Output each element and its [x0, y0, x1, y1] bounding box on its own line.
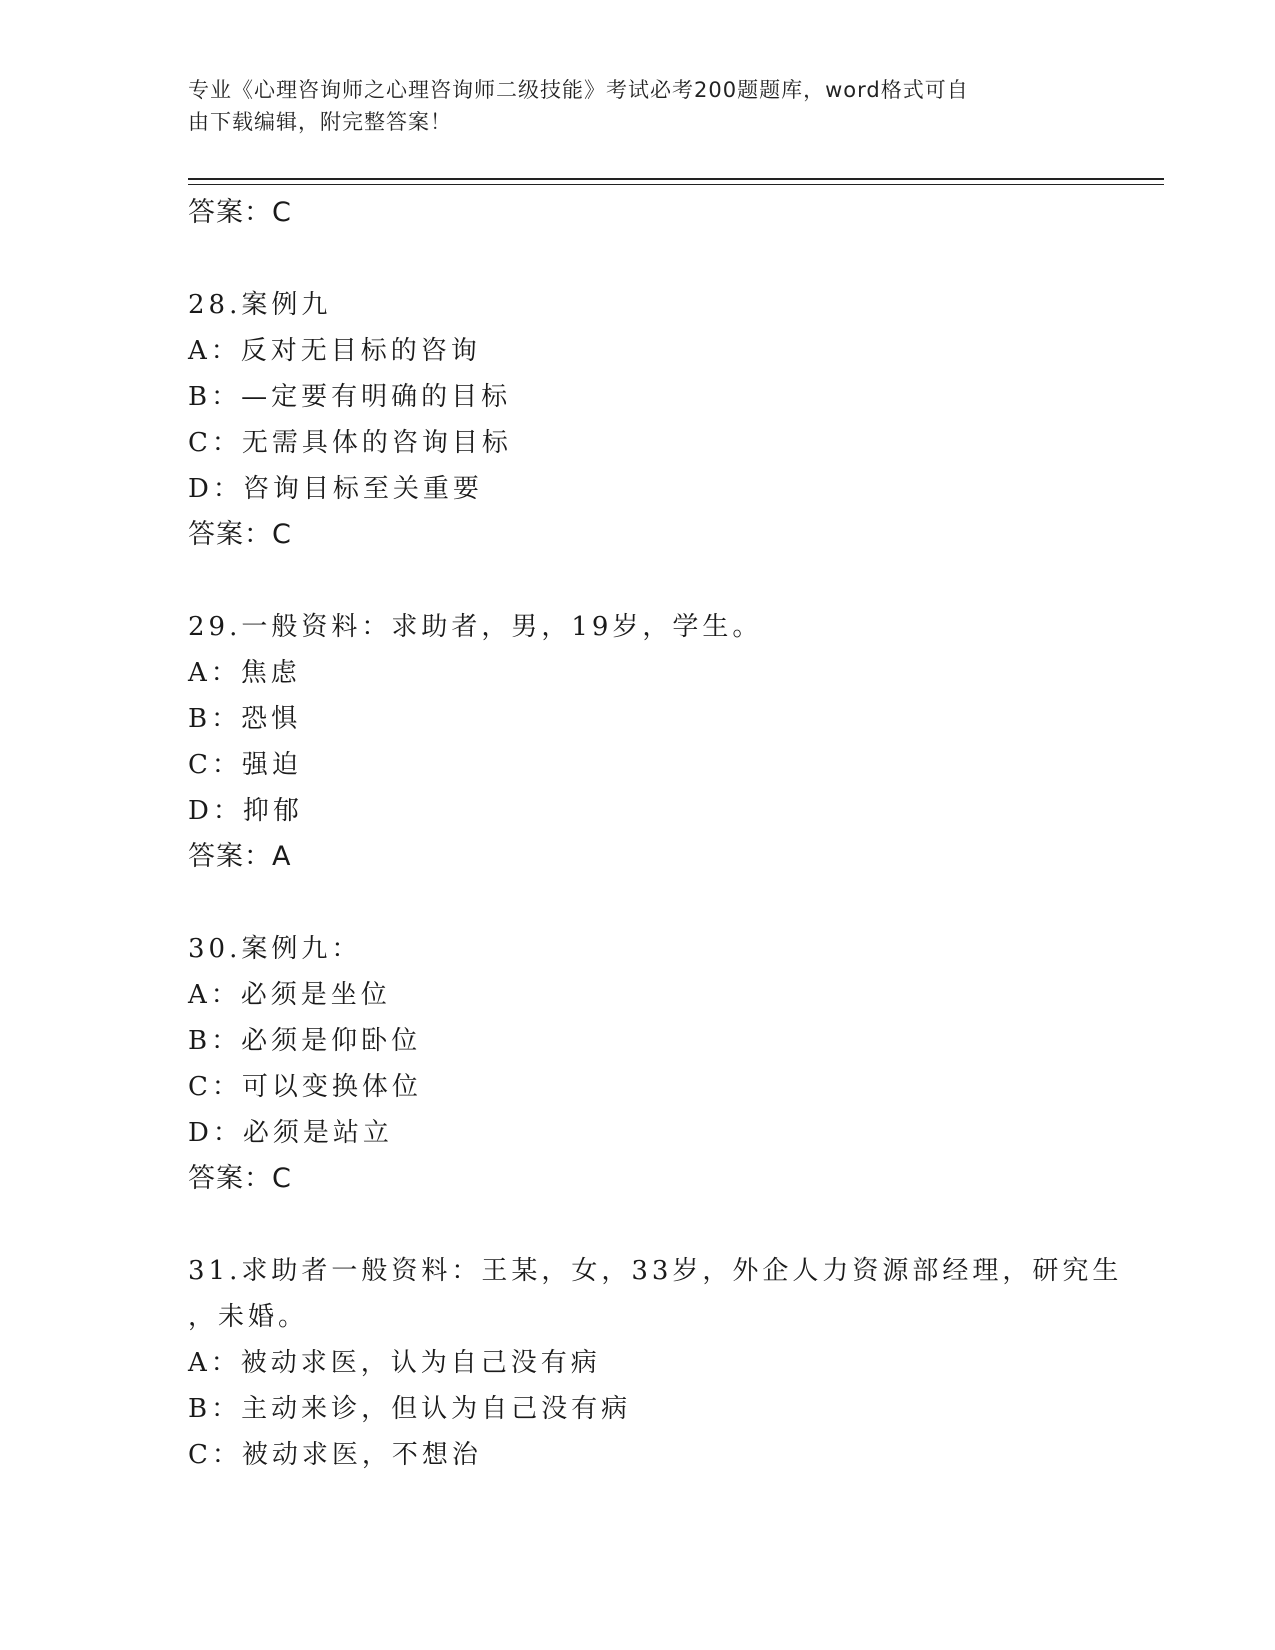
option-a: A：焦虑 [188, 658, 301, 688]
question-title-line-1: 31.求助者一般资料：王某，女，33岁，外企人力资源部经理，研究生 [188, 1256, 1123, 1286]
question-title: 30.案例九： [188, 934, 362, 964]
option-b: B：必须是仰卧位 [188, 1026, 422, 1056]
answer-line: 答案：C [188, 1163, 292, 1194]
option-d: D：抑郁 [188, 796, 303, 826]
spacer [188, 558, 1118, 604]
question-28 [188, 282, 1118, 558]
header-rule-thick [188, 178, 1164, 180]
option-b: B：恐惧 [188, 704, 302, 734]
option-c: C：可以变换体位 [188, 1072, 422, 1102]
header-line-2: 由下载编辑，附完整答案！ [188, 110, 452, 134]
header-rule-thin [188, 184, 1164, 185]
answer-line: 答案：A [188, 841, 292, 872]
option-a: A：必须是坐位 [188, 980, 391, 1010]
option-b: B：—定要有明确的目标 [188, 382, 512, 412]
spacer [188, 236, 1118, 282]
question-30 [188, 926, 1118, 1202]
answer-line: 答案：C [188, 519, 292, 550]
option-a: A：被动求医，认为自己没有病 [188, 1348, 601, 1378]
question-title: 29.一般资料：求助者，男，19岁，学生。 [188, 612, 763, 642]
answer-line: 答案：C [188, 197, 292, 228]
question-title: 28.案例九 [188, 290, 332, 320]
question-29 [188, 604, 1118, 880]
option-c: C：强迫 [188, 750, 302, 780]
option-a: A：反对无目标的咨询 [188, 336, 481, 366]
question-31 [188, 1248, 1123, 1478]
question-title-line-2: ，未婚。 [188, 1302, 309, 1332]
document-body [188, 190, 1123, 1478]
option-d: D：咨询目标至关重要 [188, 474, 483, 504]
option-d: D：必须是站立 [188, 1118, 393, 1148]
option-c: C：无需具体的咨询目标 [188, 428, 512, 458]
spacer [188, 880, 1118, 926]
header-line-1: 专业《心理咨询师之心理咨询师二级技能》考试必考200题题库，word格式可自 [188, 78, 969, 102]
option-c: C：被动求医，不想治 [188, 1440, 482, 1470]
spacer [188, 1202, 1118, 1248]
option-b: B：主动来诊，但认为自己没有病 [188, 1394, 632, 1424]
document-header [188, 74, 1088, 138]
